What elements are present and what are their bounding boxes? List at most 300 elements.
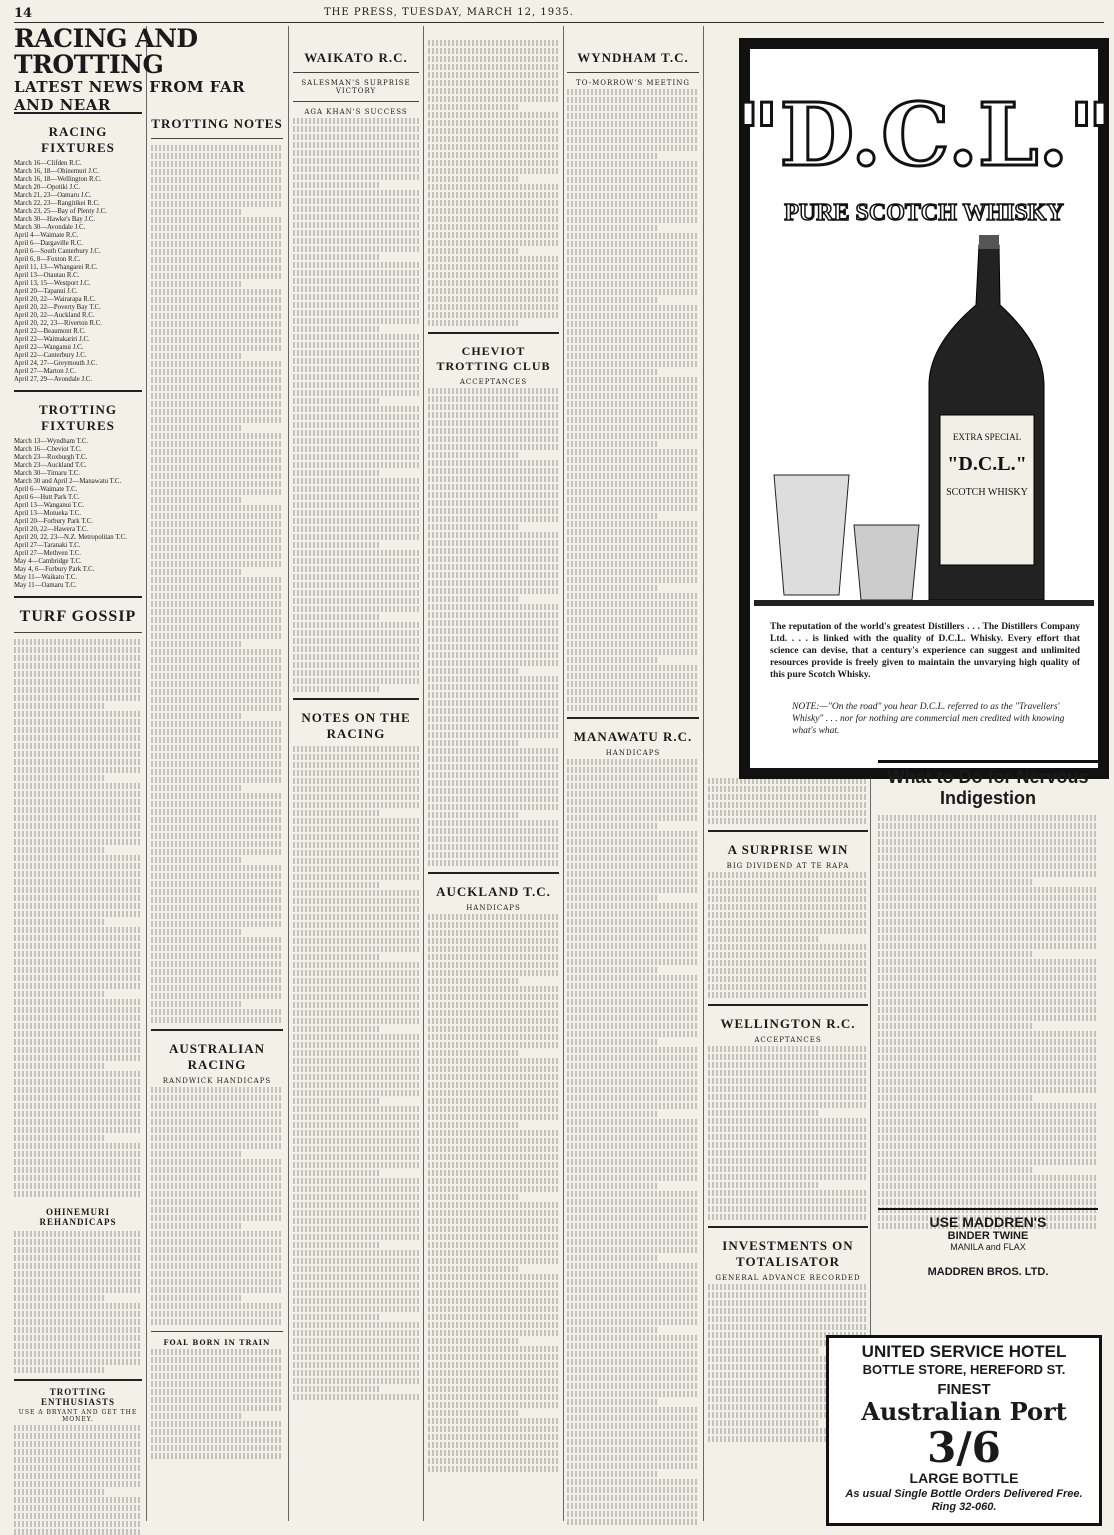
text-line [14,1457,142,1463]
text-line [567,473,699,479]
list-item: March 23—Roxburgh T.C. [14,454,88,461]
list-item: March 16, 18—Wellington R.C. [14,176,102,183]
text-line [567,1031,699,1037]
list-item: March 30—Timaru T.C. [14,470,80,477]
text-line [708,1198,868,1204]
text-line [151,537,283,543]
text-line [567,217,699,223]
text-line [293,858,419,864]
text-line [151,545,283,551]
text-line [428,572,559,578]
text-line [428,232,559,238]
text-line [151,865,283,871]
text-line [878,1095,1032,1101]
text-line [428,176,520,182]
text-line [708,960,868,966]
text-line [567,105,699,111]
ust-line2: BOTTLE STORE, HEREFORD ST. [862,1362,1066,1377]
text-line [293,1370,419,1376]
article-text [428,914,559,1472]
text-line [428,796,559,802]
list-item: March 20—Opotiki J.C. [14,184,81,191]
text-line [151,601,283,607]
text-line [293,834,419,840]
text-line [567,433,699,439]
text-line [293,278,419,284]
text-line [151,689,283,695]
text-line [708,872,868,878]
text-line [14,1263,142,1269]
text-line [708,952,868,958]
text-line [14,1079,142,1085]
text-line [567,593,699,599]
ust-line3: FINEST [937,1381,991,1398]
text-line [428,72,559,78]
text-line [428,1114,559,1120]
indigestion-title: What to Do for Nervous Indigestion [878,760,1098,809]
text-line [428,136,559,142]
list-item: March 30—Avondale J.C. [14,224,86,231]
text-line [567,1183,659,1189]
text-line [567,967,659,973]
text-line [428,1138,559,1144]
text-line [567,529,699,535]
text-line [151,1271,283,1277]
text-line [567,161,699,167]
text-line [293,1034,419,1040]
text-line [151,473,283,479]
text-line [428,1378,559,1384]
text-line [567,345,699,351]
text-line [878,1111,1098,1117]
text-line [151,497,243,503]
text-line [878,1087,1098,1093]
text-line [567,1055,699,1061]
text-line [428,468,559,474]
text-line [708,992,868,998]
text-line [14,783,142,789]
text-line [293,1090,419,1096]
text-line [151,249,283,255]
text-line [708,1158,868,1164]
text-line [14,1343,142,1349]
text-line [428,1274,559,1280]
text-line [567,807,699,813]
text-line [567,1487,699,1493]
article-text [708,778,868,824]
text-line [151,873,283,879]
text-line [293,670,419,676]
text-line [567,1175,699,1181]
text-line [14,1319,142,1325]
text-line [428,320,520,326]
text-line [567,417,699,423]
text-line [14,903,142,909]
text-line [567,225,659,231]
list-item: April 6—Hutt Park T.C. [14,494,80,501]
text-line [567,759,699,765]
text-line [151,857,243,863]
text-line [567,1359,699,1365]
text-line [428,708,559,714]
text-line [428,104,520,110]
cheviot-title: CHEVIOT TROTTING CLUB [436,344,551,373]
text-line [567,1079,699,1085]
text-line [708,794,868,800]
text-line [708,1324,868,1330]
text-line [293,810,381,816]
text-line [151,977,283,983]
article-text [14,1231,142,1373]
text-line [708,1308,868,1314]
text-line [14,1359,142,1365]
text-line [151,209,243,215]
text-line [878,935,1098,941]
text-line [151,217,283,223]
text-line [14,1481,142,1487]
text-line [567,249,699,255]
text-line [293,1354,419,1360]
text-line [293,1082,419,1088]
text-line [151,329,283,335]
column-rule [146,26,147,1521]
text-line [428,128,559,134]
text-line [878,983,1098,989]
text-line [293,1066,419,1072]
text-line [14,1505,142,1511]
text-line [151,417,283,423]
text-line [708,928,868,934]
text-line [428,1370,559,1376]
text-line [428,922,559,928]
text-line [567,1047,699,1053]
text-line [878,1183,1098,1189]
auckland-handicaps: HANDICAPS [466,904,521,912]
text-line [293,198,419,204]
text-line [708,1102,868,1108]
text-line [14,855,142,861]
text-line [14,767,142,773]
text-line [293,190,419,196]
text-line [151,1191,283,1197]
list-item: April 22—Beaumont R.C. [14,328,86,335]
text-line [151,641,243,647]
text-line [151,1009,283,1015]
text-line [567,129,699,135]
text-line [567,233,699,239]
text-line [14,671,142,677]
text-line [14,1095,142,1101]
list-item: March 22, 23—Rangitikei R.C. [14,200,100,207]
text-line [14,847,104,853]
text-line [878,1023,1032,1029]
text-line [293,850,419,856]
text-line [293,1322,419,1328]
text-line [151,161,283,167]
text-line [293,1314,381,1320]
text-line [151,385,283,391]
text-line [567,1135,699,1141]
text-line [151,1429,283,1435]
article-text [151,1349,283,1459]
text-line [708,818,868,824]
text-line [151,937,283,943]
text-line [14,1239,142,1245]
text-line [428,556,559,562]
text-line [293,254,381,260]
masthead [14,6,1104,23]
text-line [708,1214,868,1220]
text-line [14,1055,142,1061]
text-line [293,446,419,452]
text-line [428,1338,520,1344]
text-line [151,1167,283,1173]
list-item: April 13—Wanganui T.C. [14,502,85,509]
text-line [567,1271,699,1277]
text-line [567,257,699,263]
text-line [293,1290,419,1296]
text-line [567,385,699,391]
column-rule [288,26,289,1521]
text-line [567,791,699,797]
text-line [151,1151,243,1157]
ust-line6: LARGE BOTTLE [909,1470,1019,1486]
list-item: April 22—Canterbury J.C. [14,352,87,359]
text-line [14,919,104,925]
text-line [708,904,868,910]
text-line [151,1103,283,1109]
text-line [151,897,283,903]
text-line [708,968,868,974]
text-line [428,264,559,270]
text-line [293,1098,381,1104]
text-line [428,508,559,514]
text-line [151,945,283,951]
text-line [293,1258,419,1264]
text-line [151,425,243,431]
text-line [428,396,559,402]
text-line [428,40,559,46]
text-line [567,409,699,415]
text-line [428,1386,559,1392]
text-line [293,262,419,268]
list-item: April 6—Dargaville R.C. [14,240,83,247]
maddren-line2: BINDER TWINE [947,1230,1029,1242]
text-line [428,1234,559,1240]
text-line [293,230,419,236]
text-line [293,526,419,532]
text-line [293,826,419,832]
text-line [293,302,419,308]
text-line [428,1298,559,1304]
text-line [14,1255,142,1261]
text-line [428,160,559,166]
text-line [14,1295,104,1301]
text-line [293,802,419,808]
dcl-tagline: PURE SCOTCH WHISKY [784,200,1064,226]
text-line [293,1282,419,1288]
totalisator-title: INVESTMENTS ON TOTALISATOR [722,1238,854,1269]
text-line [14,863,142,869]
text-line [567,241,699,247]
text-line [428,168,559,174]
text-line [14,1473,142,1479]
text-line [14,735,142,741]
text-line [567,1119,699,1125]
text-line [428,64,559,70]
text-line [567,569,699,575]
text-line [428,184,559,190]
text-line [567,863,699,869]
text-line [428,978,520,984]
text-line [151,801,283,807]
text-line [151,361,283,367]
text-line [428,532,559,538]
text-line [567,1159,699,1165]
text-line [567,1239,699,1245]
text-line [567,169,699,175]
text-line [428,1290,559,1296]
text-line [708,1300,868,1306]
text-line [567,537,699,543]
list-item: April 20—Tapanui J.C. [14,288,78,295]
text-line [293,1058,419,1064]
text-line [428,492,559,498]
text-line [567,601,699,607]
text-line [567,1319,699,1325]
list-item: April 13, 15—Westport J.C. [14,280,91,287]
text-line [293,1154,419,1160]
list-item: April 24, 27—Greymouth J.C. [14,360,98,367]
column-1-body [14,106,142,1521]
text-line [293,654,419,660]
text-line [151,1397,283,1403]
text-line [567,641,699,647]
text-line [428,216,559,222]
text-line [878,1167,1032,1173]
text-line [428,540,559,546]
text-line [878,999,1098,1005]
text-line [14,1071,142,1077]
text-line [428,272,559,278]
text-line [293,566,419,572]
indigestion-ad [878,760,1098,1200]
text-line [567,329,699,335]
text-line [14,839,142,845]
text-line [151,1143,283,1149]
text-line [14,999,142,1005]
text-line [151,889,283,895]
text-line [567,553,699,559]
text-line [151,729,283,735]
list-item: March 16—Cheviot T.C. [14,446,82,453]
text-line [567,289,699,295]
text-line [567,815,699,821]
text-line [878,1071,1098,1077]
text-line [151,1223,243,1229]
text-line [293,118,419,124]
text-line [428,692,559,698]
list-item: March 16, 18—Ohinemuri J.C. [14,168,99,175]
text-line [14,1335,142,1341]
column-rule [423,26,424,1521]
text-line [293,206,419,212]
text-line [293,510,419,516]
text-line [428,1146,559,1152]
text-line [151,505,283,511]
text-line [428,852,559,858]
text-line [151,705,283,711]
dcl-whisky-ad [734,38,1114,779]
article-text [878,815,1098,1229]
article-text [151,145,283,1023]
text-line [567,113,699,119]
text-line [293,182,381,188]
text-line [14,727,142,733]
text-line [14,663,142,669]
text-line [151,273,283,279]
text-line [567,633,699,639]
text-line [151,737,283,743]
text-line [878,959,1098,965]
text-line [708,976,868,982]
text-line [428,1050,520,1056]
text-line [293,770,419,776]
text-line [567,1287,699,1293]
text-line [878,855,1098,861]
text-line [428,192,559,198]
list-item: May 4, 6—Forbury Park T.C. [14,566,95,573]
ust-price: 3/6 [927,1423,1001,1472]
list-item: March 21, 23—Oamaru J.C. [14,192,92,199]
text-line [293,1138,419,1144]
text-line [878,951,1032,957]
list-item: April 27—Marton J.C. [14,368,76,375]
text-line [151,1453,283,1459]
text-line [708,1166,868,1172]
text-line [151,609,283,615]
text-line [293,590,419,596]
racing-fixtures-list [14,160,142,384]
text-line [151,241,283,247]
text-line [428,524,520,530]
text-line [428,1410,520,1416]
maddren-line1: USE MADDREN'S [878,1208,1098,1230]
text-line [708,1134,868,1140]
text-line [14,871,142,877]
text-line [428,844,559,850]
text-line [151,841,283,847]
text-line [293,1394,419,1400]
list-item: April 20, 22—Hawera T.C. [14,526,89,533]
text-line [151,961,283,967]
text-line [151,561,283,567]
text-line [151,233,283,239]
text-line [293,342,419,348]
text-line [151,993,283,999]
text-line [708,1062,868,1068]
notes-racing-title: NOTES ON THE RACING [301,710,411,741]
text-line [151,785,243,791]
text-line [151,449,283,455]
article-text [708,872,868,998]
text-line [151,913,283,919]
text-line [14,1441,142,1447]
text-line [151,433,283,439]
list-item: April 6, 8—Foxton R.C. [14,256,81,263]
text-line [293,1346,419,1352]
text-line [14,1425,142,1431]
